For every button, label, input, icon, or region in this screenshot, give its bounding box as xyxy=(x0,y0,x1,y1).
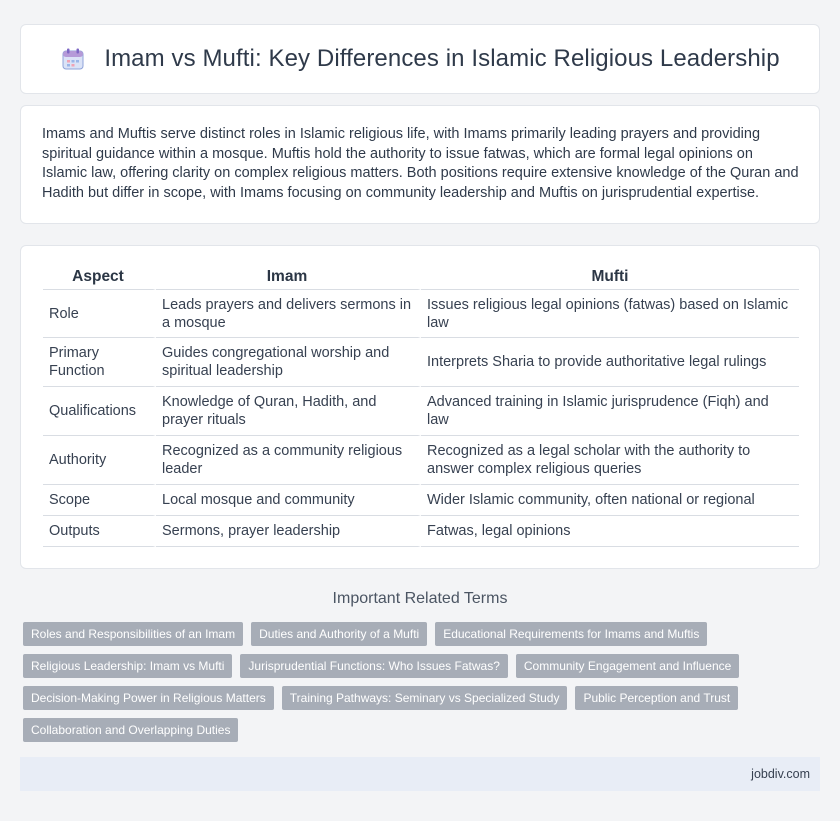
tag-row xyxy=(23,718,823,742)
header-mufti: Mufti xyxy=(421,264,799,290)
related-term-tag[interactable]: Roles and Responsibilities of an Imam xyxy=(23,622,243,646)
related-term-tag[interactable]: Decision-Making Power in Religious Matters xyxy=(23,686,274,710)
intro-card xyxy=(20,105,820,224)
cell-imam: Leads prayers and delivers sermons in a mosque xyxy=(156,290,421,338)
cell-mufti: Issues religious legal opinions (fatwas) based on Islamic law xyxy=(421,290,799,338)
page-footer xyxy=(20,757,820,791)
related-term-tag[interactable]: Jurisprudential Functions: Who Issues Fatwas? xyxy=(240,654,507,678)
cell-aspect: Scope xyxy=(43,485,156,516)
table-row xyxy=(43,338,799,387)
table-row xyxy=(43,516,799,547)
cell-mufti: Wider Islamic community, often national or regional xyxy=(421,485,799,516)
cell-imam: Guides congregational worship and spiritual leadership xyxy=(156,338,421,387)
cell-aspect: Authority xyxy=(43,436,156,485)
cell-aspect: Qualifications xyxy=(43,387,156,436)
page-title: Imam vs Mufti: Key Differences in Islamic Religious Leadership xyxy=(104,45,780,72)
table-row xyxy=(43,387,799,436)
related-term-tag[interactable]: Collaboration and Overlapping Duties xyxy=(23,718,238,742)
related-term-tag[interactable]: Educational Requirements for Imams and Muftis xyxy=(435,622,707,646)
related-term-tag[interactable]: Religious Leadership: Imam vs Mufti xyxy=(23,654,232,678)
tag-row xyxy=(23,622,823,646)
cell-aspect: Outputs xyxy=(43,516,156,547)
header-imam: Imam xyxy=(156,264,421,290)
cell-mufti: Interprets Sharia to provide authoritative legal rulings xyxy=(421,338,799,387)
related-term-tag[interactable]: Community Engagement and Influence xyxy=(516,654,739,678)
header-aspect: Aspect xyxy=(43,264,156,290)
related-term-tag[interactable]: Public Perception and Trust xyxy=(575,686,738,710)
cell-imam: Recognized as a community religious leader xyxy=(156,436,421,485)
page-header xyxy=(20,24,820,94)
related-term-tag[interactable]: Training Pathways: Seminary vs Specialized Study xyxy=(282,686,568,710)
cell-imam: Sermons, prayer leadership xyxy=(156,516,421,547)
related-terms-title: Important Related Terms xyxy=(332,590,508,607)
cell-mufti: Advanced training in Islamic jurisprudence (Fiqh) and law xyxy=(421,387,799,436)
cell-aspect: Primary Function xyxy=(43,338,156,387)
table-row xyxy=(43,290,799,338)
cell-mufti: Fatwas, legal opinions xyxy=(421,516,799,547)
cell-imam: Knowledge of Quran, Hadith, and prayer rituals xyxy=(156,387,421,436)
table-header-row xyxy=(43,264,799,290)
cell-imam: Local mosque and community xyxy=(156,485,421,516)
table-row xyxy=(43,436,799,485)
calendar-icon xyxy=(60,46,86,72)
comparison-table xyxy=(43,264,799,547)
tag-row xyxy=(23,686,823,710)
related-terms-list xyxy=(23,622,823,750)
intro-text: Imams and Muftis serve distinct roles in Islamic religious life, with Imams primarily leading prayers and providing spiritual guidance within a mosque. Muftis hold the authority to issue fatwas, which are formal legal opinions on Islamic law, offering clarity on complex religious matters. Both positions require extensive knowledge of the Quran and Hadith but differ in scope, with Imams focusing on community leadership and Muftis on jurisprudential expertise. xyxy=(42,126,799,201)
tag-row xyxy=(23,654,823,678)
comparison-card xyxy=(20,245,820,569)
cell-aspect: Role xyxy=(43,290,156,338)
related-term-tag[interactable]: Duties and Authority of a Mufti xyxy=(251,622,427,646)
table-row xyxy=(43,485,799,516)
cell-mufti: Recognized as a legal scholar with the authority to answer complex religious queries xyxy=(421,436,799,485)
footer-site-link[interactable]: jobdiv.com xyxy=(751,767,810,781)
